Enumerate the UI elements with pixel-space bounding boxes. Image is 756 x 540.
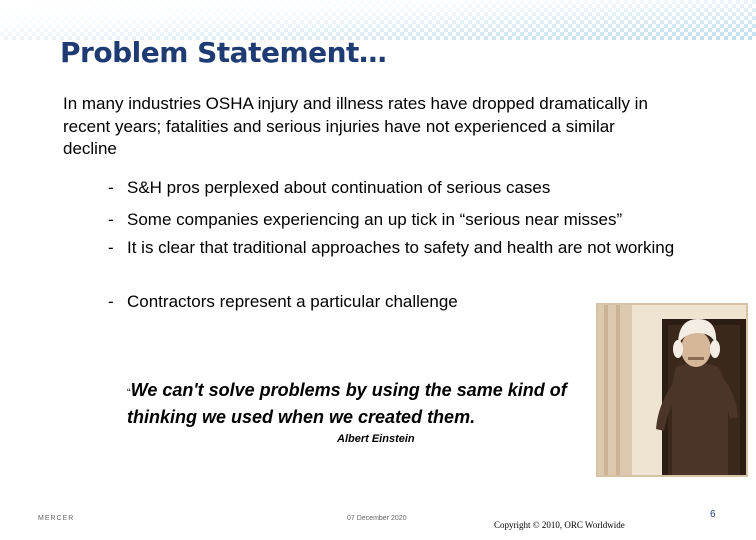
page-number: 6 — [710, 509, 716, 520]
page-title: Problem Statement… — [60, 36, 387, 69]
quote-open-mark: “ — [127, 387, 131, 399]
footer-logo: MERCER — [38, 515, 75, 522]
bullet-marker: - — [108, 238, 114, 257]
bullet-text: It is clear that traditional approaches to safety and health are not working — [127, 238, 675, 257]
intro-paragraph: In many industries OSHA injury and illness rates have dropped dramatically in recent years; fatalities and serious injuries have not experienced a similar decline — [63, 94, 648, 158]
portrait-photo-icon — [596, 303, 748, 477]
bullet-text: S&H pros perplexed about continuation of serious cases — [127, 178, 551, 197]
bullet-text: Contractors represent a particular challenge — [127, 292, 458, 311]
quote-text: We can't solve problems by using the same kind of thinking we used when we created them. — [127, 380, 567, 427]
bullet-marker: - — [108, 178, 114, 197]
einstein-quote — [127, 378, 597, 429]
bullet-text: Some companies experiencing an up tick in “serious near misses” — [127, 210, 623, 229]
bullet-item — [108, 237, 737, 258]
footer-date: 07 December 2020 — [347, 515, 407, 522]
bullet-item — [108, 209, 737, 230]
bullet-item — [108, 177, 737, 198]
bullet-marker: - — [108, 292, 114, 311]
portrait-photo-illustration — [598, 305, 746, 475]
quote-author: Albert Einstein — [337, 433, 415, 445]
bullet-marker: - — [108, 210, 114, 229]
footer-copyright: Copyright © 2010, ORC Worldwide — [494, 520, 625, 530]
header-pattern-decoration — [0, 0, 756, 40]
